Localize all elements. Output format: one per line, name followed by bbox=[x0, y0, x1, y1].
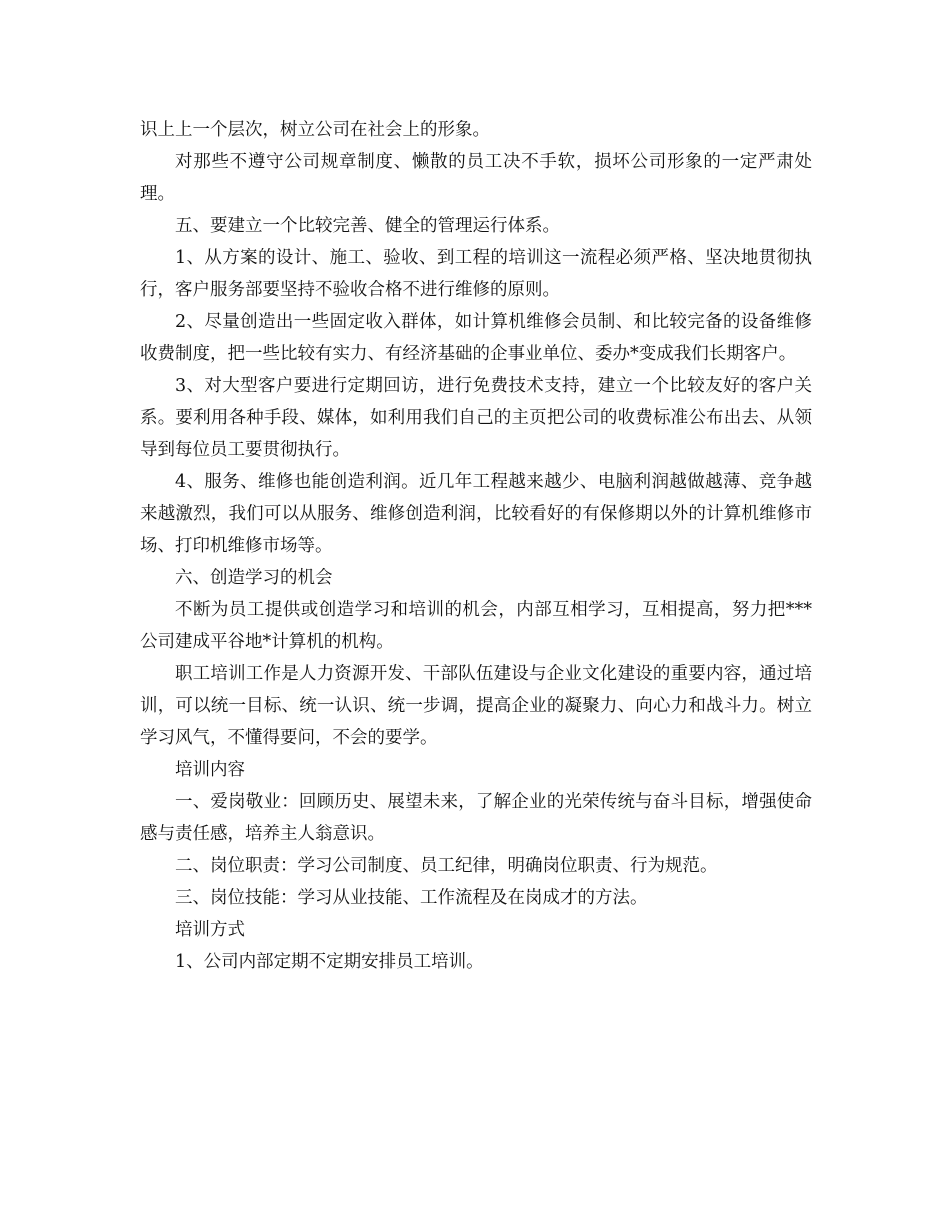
paragraph-continuation: 识上上一个层次，树立公司在社会上的形象。 bbox=[140, 120, 490, 140]
subheading-training-content: 培训内容 bbox=[175, 760, 245, 780]
paragraph-training-skills: 三、岗位技能：学习从业技能、工作流程及在岗成才的方法。 bbox=[175, 888, 648, 908]
paragraph-discipline: 对那些不遵守公司规章制度、懒散的员工决不手软，损坏公司形象的一定严肃处理。 bbox=[140, 152, 812, 204]
paragraph-training-dedication: 一、爱岗敬业：回顾历史、展望未来，了解企业的光荣传统与奋斗目标，增强使命感与责任感，培养主人翁意识。 bbox=[140, 792, 812, 844]
section-heading-learning: 六、创造学习的机会 bbox=[175, 568, 333, 588]
paragraph-training-duties: 二、岗位职责：学习公司制度、员工纪律，明确岗位职责、行为规范。 bbox=[175, 856, 718, 876]
paragraph-item-4: 4、服务、维修也能创造利润。近几年工程越来越少、电脑利润越做越薄、竞争越来越激烈，我们可以从服务、维修创造利润，比较看好的有保修期以外的计算机维修市场、打印机维修市场等。 bbox=[140, 472, 812, 556]
paragraph-learning: 不断为员工提供或创造学习和培训的机会，内部互相学习，互相提高，努力把***公司建成平谷地*计算机的机构。 bbox=[140, 600, 812, 652]
paragraph-training-importance: 职工培训工作是人力资源开发、干部队伍建设与企业文化建设的重要内容，通过培训，可以统一目标、统一认识、统一步调，提高企业的凝聚力、向心力和战斗力。树立学习风气，不懂得要问，不会的要学。 bbox=[140, 664, 812, 748]
paragraph-item-3: 3、对大型客户要进行定期回访，进行免费技术支持，建立一个比较友好的客户关系。要利用各种手段、媒体，如利用我们自己的主页把公司的收费标准公布出去、从领导到每位员工要贯彻执行。 bbox=[140, 376, 812, 460]
section-heading-management-system: 五、要建立一个比较完善、健全的管理运行体系。 bbox=[175, 216, 560, 236]
subheading-training-method: 培训方式 bbox=[175, 920, 245, 940]
document-body bbox=[140, 114, 812, 978]
paragraph-item-2: 2、尽量创造出一些固定收入群体，如计算机维修会员制、和比较完备的设备维修收费制度，把一些比较有实力、有经济基础的企事业单位、委办*变成我们长期客户。 bbox=[140, 312, 812, 364]
paragraph-training-method-1: 1、公司内部定期不定期安排员工培训。 bbox=[175, 952, 484, 972]
paragraph-item-1: 1、从方案的设计、施工、验收、到工程的培训这一流程必须严格、坚决地贯彻执行，客户服务部要坚持不验收合格不进行维修的原则。 bbox=[140, 248, 812, 300]
